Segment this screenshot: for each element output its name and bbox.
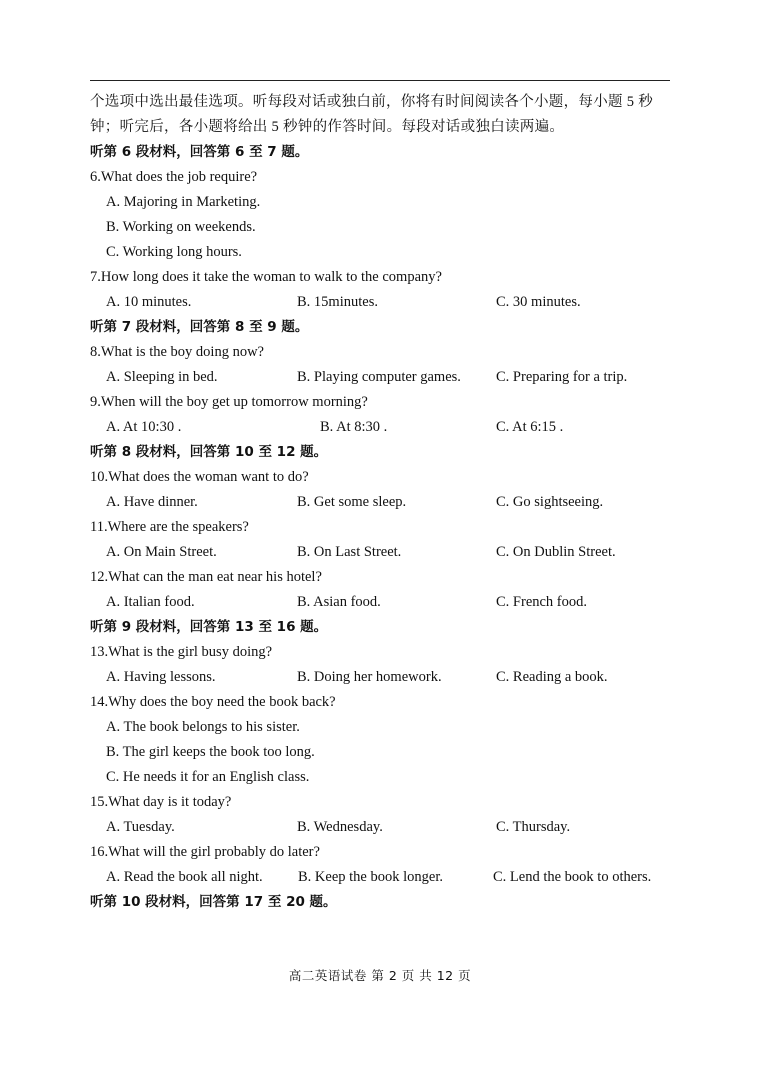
header-rule: [90, 80, 670, 81]
q11-options: [90, 540, 670, 565]
q10-option-a[interactable]: A. Have dinner.: [106, 494, 198, 510]
q12-options: [90, 590, 670, 615]
question-8: 8.What is the boy doing now?: [90, 344, 264, 360]
q13-option-c[interactable]: C. Reading a book.: [496, 669, 608, 685]
q8-option-c[interactable]: C. Preparing for a trip.: [496, 369, 628, 385]
page-footer: 高二英语试卷 第 2 页 共 12 页: [288, 968, 472, 983]
q10-options: [90, 490, 670, 515]
question-14: 14.Why does the boy need the book back?: [90, 694, 336, 710]
q14-option-c[interactable]: C. He needs it for an English class.: [106, 769, 310, 785]
q7-option-b[interactable]: B. 15minutes.: [297, 294, 378, 310]
q15-option-c[interactable]: C. Thursday.: [496, 819, 571, 835]
q7-option-a[interactable]: A. 10 minutes.: [106, 294, 192, 310]
question-7: 7.How long does it take the woman to walk to the company?: [90, 269, 442, 285]
q9-options: [90, 415, 670, 440]
section-heading-10: 听第 10 段材料，回答第 17 至 20 题。: [90, 894, 337, 910]
section-heading-7: 听第 7 段材料，回答第 8 至 9 题。: [90, 319, 309, 335]
q16-option-c[interactable]: C. Lend the book to others.: [493, 869, 652, 885]
question-10: 10.What does the woman want to do?: [90, 469, 309, 485]
q15-options: [90, 815, 670, 840]
section-heading-9: 听第 9 段材料，回答第 13 至 16 题。: [90, 619, 328, 635]
question-16: 16.What will the girl probably do later?: [90, 844, 320, 860]
q7-options: [90, 290, 670, 315]
q6-option-a[interactable]: A. Majoring in Marketing.: [106, 194, 261, 210]
q14-option-a[interactable]: A. The book belongs to his sister.: [106, 719, 300, 735]
q10-option-c[interactable]: C. Go sightseeing.: [496, 494, 604, 510]
q8-options: [90, 365, 670, 390]
q11-option-a[interactable]: A. On Main Street.: [106, 544, 217, 560]
q8-option-b[interactable]: B. Playing computer games.: [297, 369, 461, 385]
q15-option-b[interactable]: B. Wednesday.: [297, 819, 383, 835]
section-heading-6: 听第 6 段材料，回答第 6 至 7 题。: [90, 144, 309, 160]
q9-option-a[interactable]: A. At 10:30 .: [106, 419, 182, 435]
question-12: 12.What can the man eat near his hotel?: [90, 569, 322, 585]
question-9: 9.When will the boy get up tomorrow morning?: [90, 394, 368, 410]
question-11: 11.Where are the speakers?: [90, 519, 249, 535]
q6-option-b[interactable]: B. Working on weekends.: [106, 219, 256, 235]
q12-option-b[interactable]: B. Asian food.: [297, 594, 381, 610]
q13-option-a[interactable]: A. Having lessons.: [106, 669, 216, 685]
q16-options: [90, 865, 670, 890]
q12-option-a[interactable]: A. Italian food.: [106, 594, 195, 610]
q13-options: [90, 665, 670, 690]
q11-option-b[interactable]: B. On Last Street.: [297, 544, 402, 560]
q9-option-b[interactable]: B. At 8:30 .: [320, 419, 388, 435]
q16-option-b[interactable]: B. Keep the book longer.: [298, 869, 443, 885]
question-6: 6.What does the job require?: [90, 169, 258, 185]
section-heading-8: 听第 8 段材料，回答第 10 至 12 题。: [90, 444, 328, 460]
page-content: [90, 90, 670, 915]
q11-option-c[interactable]: C. On Dublin Street.: [496, 544, 616, 560]
q14-option-b[interactable]: B. The girl keeps the book too long.: [106, 744, 315, 760]
q9-option-c[interactable]: C. At 6:15 .: [496, 419, 564, 435]
q16-option-a[interactable]: A. Read the book all night.: [106, 869, 263, 885]
q12-option-c[interactable]: C. French food.: [496, 594, 588, 610]
question-15: 15.What day is it today?: [90, 794, 232, 810]
q15-option-a[interactable]: A. Tuesday.: [106, 819, 175, 835]
q7-option-c[interactable]: C. 30 minutes.: [496, 294, 581, 310]
instructions-text: 个选项中选出最佳选项。听每段对话或独白前，你将有时间阅读各个小题，每小题 5 秒钟；听完后，各小题将给出 5 秒钟的作答时间。每段对话或独白读两遍。: [90, 94, 653, 135]
q10-option-b[interactable]: B. Get some sleep.: [297, 494, 407, 510]
q13-option-b[interactable]: B. Doing her homework.: [297, 669, 442, 685]
q6-option-c[interactable]: C. Working long hours.: [106, 244, 242, 260]
q8-option-a[interactable]: A. Sleeping in bed.: [106, 369, 218, 385]
question-13: 13.What is the girl busy doing?: [90, 644, 273, 660]
